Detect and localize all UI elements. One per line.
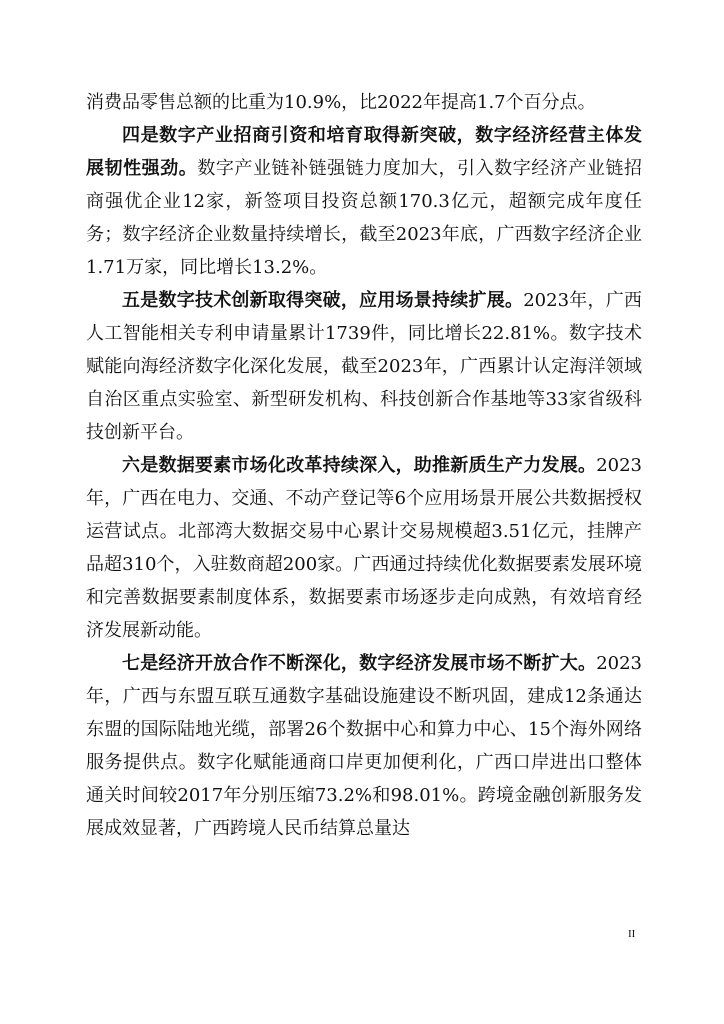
paragraph-heading: 五是数字技术创新取得突破，应用场景持续扩展。: [122, 290, 524, 311]
paragraph-heading: 四是数字产业招商引资和培育取得新突破，数字经济经营主体发展韧性强劲。: [86, 125, 642, 179]
paragraph-text: 2023年，广西与东盟互联互通数字基础设施建设不断巩固，建成12条通达东盟的国际陆地光缆，部署26个数据中心和算力中心、15个海外网络服务提供点。数字化赋能通商口岸更加便利化，广西口岸进出口整体通关时间较2017年分别压缩73.2%和98.01%。跨境金融创新服务发展成效显著，广西跨境人民币结算总量达: [86, 653, 642, 839]
paragraph-text: 2023年，广西人工智能相关专利申请量累计1739件，同比增长22.81%。数字技术赋能向海经济数字化深化发展，截至2023年，广西累计认定海洋领域自治区重点实验室、新型研发机构、科技创新合作基地等33家省级科技创新平台。: [86, 290, 642, 443]
paragraph-continuation: [86, 86, 642, 119]
paragraph-text: 2023年，广西在电力、交通、不动产登记等6个应用场景开展公共数据授权运营试点。北部湾大数据交易中心累计交易规模超3.51亿元，挂牌产品超310个，入驻数商超200家。广西通过持续优化数据要素发展环境和完善数据要素制度体系，数据要素市场逐步走向成熟，有效培育经济发展新动能。: [86, 455, 642, 641]
paragraph-tech-innovation: [86, 284, 642, 449]
paragraph-text: 消费品零售总额的比重为10.9%，比2022年提高1.7个百分点。: [86, 92, 596, 113]
paragraph-heading: 六是数据要素市场化改革持续深入，助推新质生产力发展。: [122, 455, 597, 476]
paragraph-text: 数字产业链补链强链力度加大，引入数字经济产业链招商强优企业12家，新签项目投资总额170.3亿元，超额完成年度任务；数字经济企业数量持续增长，截至2023年底，广西数字经济企业1.71万家，同比增长13.2%。: [86, 158, 642, 278]
document-body: [86, 86, 642, 845]
paragraph-digital-industry-investment: [86, 119, 642, 284]
paragraph-heading: 七是经济开放合作不断深化，数字经济发展市场不断扩大。: [122, 653, 597, 674]
page-number: II: [628, 928, 636, 940]
paragraph-opening-cooperation: [86, 647, 642, 845]
paragraph-data-market-reform: [86, 449, 642, 647]
